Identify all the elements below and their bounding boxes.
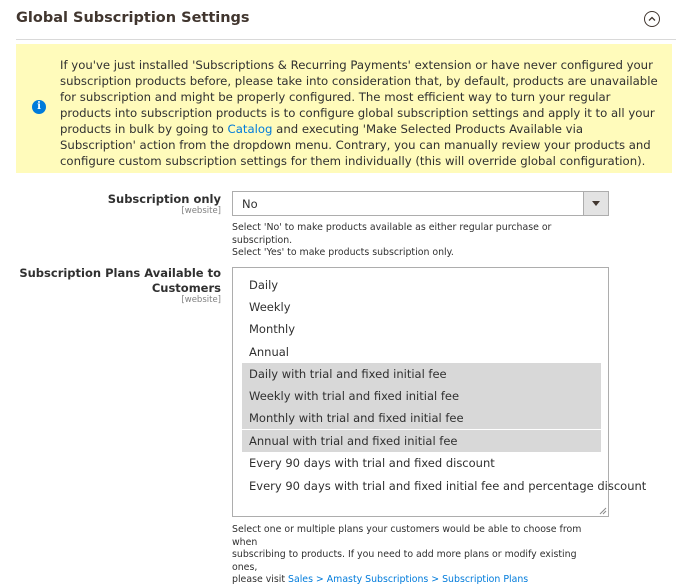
collapse-button[interactable]	[644, 11, 660, 27]
plan-option[interactable]: Weekly	[249, 300, 291, 314]
resize-handle-icon[interactable]	[599, 507, 607, 515]
plans-multiselect[interactable]	[232, 267, 647, 517]
notice-text: If you've just installed 'Subscriptions & Recurring Payments' extension or have never configured your subscription products before, please take into consideration that, by default, products are unavailable for subscription and might be properly configured. The most efficient way to turn your regular products into subscription products is to configure global subscription settings and apply it to all your products in bulk by going to Catalog and executing 'Make Selected Products Available via Subscription' action from the dropdown menu. Contrary, you can manually review your products and configure custom subscription settings for them individually (this will override global configuration).	[60, 58, 658, 168]
plan-option[interactable]: Every 90 days with trial and fixed initial fee and percentage discount	[249, 479, 647, 493]
dropdown-toggle[interactable]	[583, 192, 608, 215]
subscription-plans-link[interactable]: Sales > Amasty Subscriptions > Subscription Plans	[288, 574, 529, 585]
catalog-link[interactable]: Catalog	[227, 122, 273, 136]
chevron-up-icon	[648, 15, 656, 23]
plan-option[interactable]: Monthly	[249, 322, 296, 336]
plan-option[interactable]: Daily	[249, 278, 279, 292]
info-icon: i	[32, 100, 46, 114]
subscription-only-label: Subscription only	[107, 192, 221, 206]
plan-option[interactable]: Annual	[249, 345, 289, 359]
plans-scope: [website]	[181, 295, 221, 305]
plan-option[interactable]: Annual with trial and fixed initial fee	[242, 430, 601, 452]
plan-option[interactable]: Monthly with trial and fixed initial fee	[242, 407, 601, 429]
subscription-only-note: Select 'No' to make products available as either regular purchase or subscription. Select 'Yes' to make products subscription only.	[232, 222, 552, 258]
plan-option[interactable]: Every 90 days with trial and fixed discount	[249, 456, 495, 470]
plan-option[interactable]: Weekly with trial and fixed initial fee	[242, 385, 601, 407]
plans-label: Subscription Plans Available to Customers	[19, 266, 221, 295]
plan-option[interactable]: Daily with trial and fixed initial fee	[242, 363, 601, 385]
subscription-only-value: No	[242, 197, 258, 211]
section-header[interactable]	[16, 0, 676, 40]
section-title[interactable]: Global Subscription Settings	[16, 10, 250, 26]
info-notice	[16, 44, 672, 173]
subscription-only-select[interactable]	[232, 191, 609, 216]
caret-down-icon	[592, 201, 600, 206]
plans-note: Select one or multiple plans your customers would be able to choose from when subscribing to products. If you need to add more plans or modify existing ones, please visit Sales > Amasty Subscriptions > Subscription Plans	[232, 524, 582, 585]
subscription-only-scope: [website]	[181, 206, 221, 216]
